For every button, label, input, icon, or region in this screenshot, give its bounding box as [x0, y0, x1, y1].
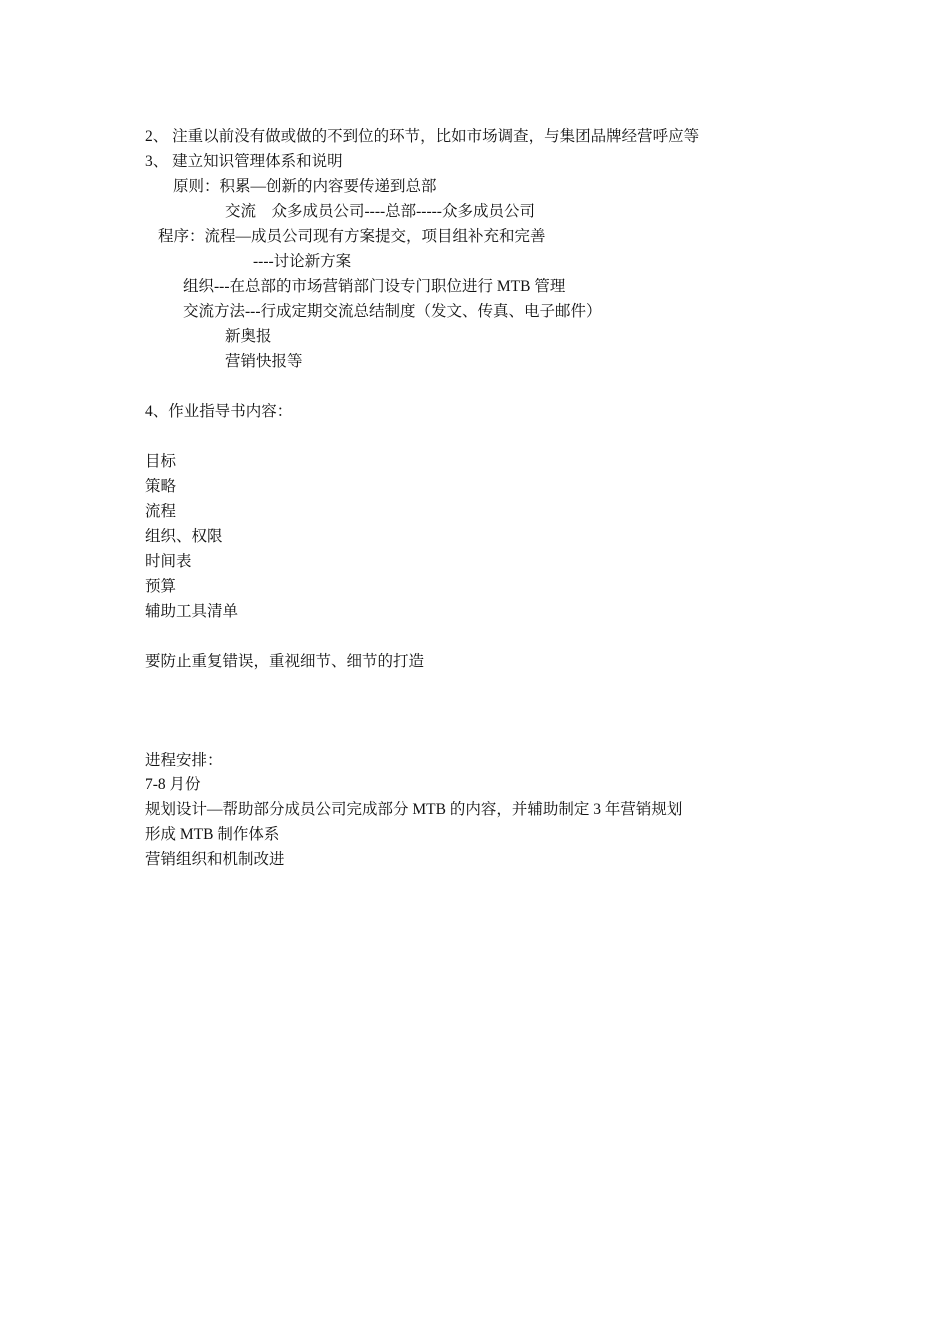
list-item-goal: 目标 [145, 453, 177, 470]
text-line-exchange-method: 交流方法---行成定期交流总结制度（发文、传真、电子邮件） [183, 303, 602, 320]
text-line-mtb-system: 形成 MTB 制作体系 [145, 826, 280, 843]
text-line-avoid-errors: 要防止重复错误，重视细节、细节的打造 [145, 653, 425, 670]
text-line-item-3: 3、 建立知识管理体系和说明 [145, 153, 343, 170]
text-line-newsletter: 新奥报 [225, 328, 272, 345]
list-item-organization-authority: 组织、权限 [145, 528, 223, 545]
text-line-discuss: ----讨论新方案 [253, 253, 352, 270]
text-line-procedure: 程序：流程—成员公司现有方案提交，项目组补充和完善 [158, 228, 546, 245]
list-item-strategy: 策略 [145, 478, 177, 495]
list-item-schedule: 时间表 [145, 553, 192, 570]
text-line-planning: 规划设计—帮助部分成员公司完成部分 MTB 的内容，并辅助制定 3 年营销规划 [145, 801, 683, 818]
text-line-exchange: 交流 众多成员公司----总部-----众多成员公司 [225, 203, 535, 220]
text-line-org-improvement: 营销组织和机制改进 [145, 851, 285, 868]
text-line-item-2: 2、 注重以前没有做或做的不到位的环节，比如市场调查，与集团品牌经营呼应等 [145, 128, 700, 145]
text-line-marketing-bulletin: 营销快报等 [225, 353, 303, 370]
text-line-schedule-heading: 进程安排： [145, 752, 223, 769]
list-item-tools: 辅助工具清单 [145, 603, 239, 620]
list-item-budget: 预算 [145, 578, 177, 595]
text-line-months: 7-8 月份 [145, 776, 201, 793]
text-line-organization: 组织---在总部的市场营销部门设专门职位进行 MTB 管理 [183, 278, 566, 295]
text-line-item-4: 4、作业指导书内容： [145, 403, 293, 420]
list-item-process: 流程 [145, 503, 177, 520]
text-line-principle: 原则：积累—创新的内容要传递到总部 [173, 178, 437, 195]
